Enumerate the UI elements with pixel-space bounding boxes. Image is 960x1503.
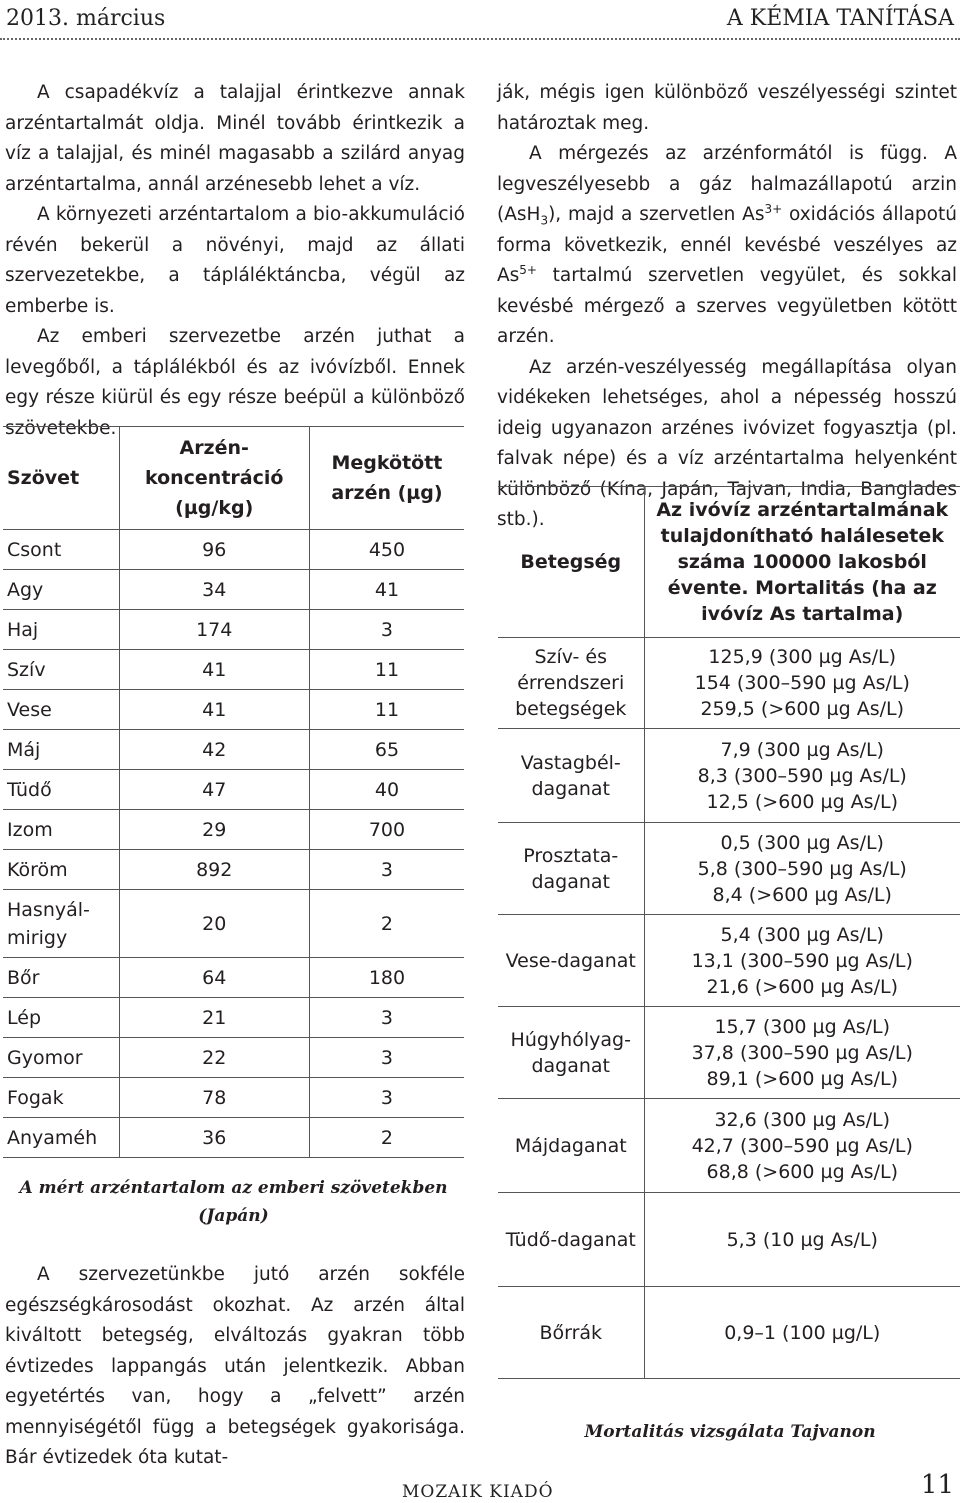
tissue-cell: Gyomor — [3, 1038, 119, 1078]
concentration-cell: 29 — [119, 810, 309, 850]
left-paragraph-2: A környezeti arzéntartalom a bio-akkumuláció révén bekerül a növényi, majd az állati szervezetekbe, a tápláléktáncba, végül az emberbe is. — [5, 204, 465, 317]
table1-caption: A mért arzéntartalom az emberi szövetekben (Japán) — [19, 1178, 448, 1226]
left-bottom-text — [5, 1260, 465, 1474]
disease-cell: Vese-daganat — [498, 915, 644, 1007]
table-row — [3, 610, 464, 650]
mortality-value: 5,8 (300–590 µg As/L) — [697, 857, 907, 880]
header-divider — [0, 38, 960, 40]
table-header-row — [3, 427, 464, 530]
mortality-header-row — [498, 487, 960, 638]
concentration-cell: 47 — [119, 770, 309, 810]
tissue-cell: Máj — [3, 730, 119, 770]
bound-cell: 65 — [309, 730, 464, 770]
bound-cell: 450 — [309, 530, 464, 570]
table-row — [3, 690, 464, 730]
concentration-cell: 20 — [119, 890, 309, 958]
mortality-value: 0,9–1 (100 µg/L) — [724, 1321, 881, 1344]
table-row — [3, 530, 464, 570]
concentration-cell: 22 — [119, 1038, 309, 1078]
mortality-table-body — [498, 638, 960, 1379]
concentration-cell: 34 — [119, 570, 309, 610]
tissue-cell: Fogak — [3, 1078, 119, 1118]
concentration-cell: 41 — [119, 650, 309, 690]
tissue-table-body — [3, 530, 464, 1158]
bound-cell: 3 — [309, 1078, 464, 1118]
header-concentration: Arzén- koncentráció (µg/kg) — [119, 427, 309, 530]
tissue-cell: Haj — [3, 610, 119, 650]
mortality-value: 0,5 (300 µg As/L) — [720, 831, 884, 854]
mortality-value: 7,9 (300 µg As/L) — [720, 738, 884, 761]
left-column — [5, 78, 465, 444]
mortality-table — [498, 486, 960, 1379]
mortality-value: 5,3 (10 µg As/L) — [726, 1228, 878, 1251]
table2-caption: Mortalitás vizsgálata Tajvanon — [584, 1422, 876, 1442]
concentration-cell: 41 — [119, 690, 309, 730]
table-row — [3, 770, 464, 810]
concentration-cell: 64 — [119, 958, 309, 998]
mortality-value: 8,4 (>600 µg As/L) — [712, 883, 892, 906]
mortality-cell — [644, 823, 960, 915]
table-row — [498, 1007, 960, 1099]
mortality-cell — [644, 1007, 960, 1099]
concentration-cell: 96 — [119, 530, 309, 570]
tissue-cell: Lép — [3, 998, 119, 1038]
table-row — [3, 810, 464, 850]
right-paragraph-2: A mérgezés az arzénformától is függ. A legveszélyesebb a gáz halmazállapotú arzin (AsH$_3$), majd a szervetlen $As^{3+}$ oxidációs állapotú forma következik, ennél kevésbé veszélyes az $As^{5+}$ tartalmú szervetlen vegyület, és sokkal kevésbé mérgező a szerves vegyületben kötött arzén. — [497, 143, 957, 347]
mortality-value: 154 (300–590 µg As/L) — [694, 672, 910, 694]
bound-cell: 700 — [309, 810, 464, 850]
concentration-cell: 42 — [119, 730, 309, 770]
right-paragraph-1: ják, mégis igen különböző veszélyességi szintet határoztak meg. — [497, 82, 957, 134]
mortality-cell — [644, 915, 960, 1007]
bound-cell: 11 — [309, 650, 464, 690]
left-paragraph-1: A csapadékvíz a talajjal érintkezve annak arzéntartalmát oldja. Minél tovább érintkezik a víz a talajjal, és minél magasabb a szilárd anyag arzéntartalma, annál arzénesebb lehet a víz. — [5, 82, 465, 195]
header-tissue: Szövet — [3, 427, 119, 530]
table-row — [498, 1193, 960, 1287]
bound-cell: 2 — [309, 890, 464, 958]
mortality-value: 259,5 (>600 µg As/L) — [700, 698, 905, 720]
table-row — [3, 730, 464, 770]
bound-cell: 11 — [309, 690, 464, 730]
issue-date: 2013. március — [6, 6, 166, 31]
mortality-value: 5,4 (300 µg As/L) — [720, 923, 884, 946]
table-row — [498, 915, 960, 1007]
concentration-cell: 78 — [119, 1078, 309, 1118]
mortality-cell — [644, 1287, 960, 1379]
table-row — [498, 1099, 960, 1193]
bound-cell: 40 — [309, 770, 464, 810]
tissue-cell: Vese — [3, 690, 119, 730]
tissue-cell: Hasnyál-mirigy — [3, 890, 119, 958]
mortality-value: 125,9 (300 µg As/L) — [708, 646, 897, 668]
table-row — [3, 958, 464, 998]
table-row — [3, 1078, 464, 1118]
disease-cell: Húgyhólyag-daganat — [498, 1007, 644, 1099]
tissue-cell: Bőr — [3, 958, 119, 998]
left-bottom-paragraph: A szervezetünkbe jutó arzén sokféle egészségkárosodást okozhat. Az arzén által kiváltott betegség, elváltozás gyakran több évtizedes lappangás után jelentkezik. Abban egyetértés van, hogy a „felvett” arzén mennyiségétől függ a betegségek gyakorisága. Bár évtizedek óta kutat- — [5, 1264, 465, 1468]
table-row — [3, 890, 464, 958]
tissue-cell: Anyaméh — [3, 1118, 119, 1158]
tissue-cell: Csont — [3, 530, 119, 570]
disease-cell: Vastagbél-daganat — [498, 729, 644, 823]
mortality-value: 68,8 (>600 µg As/L) — [706, 1160, 898, 1183]
concentration-cell: 36 — [119, 1118, 309, 1158]
header-disease: Betegség — [498, 487, 644, 638]
tissue-cell: Izom — [3, 810, 119, 850]
table-row — [3, 850, 464, 890]
bound-cell: 41 — [309, 570, 464, 610]
table-row — [3, 1038, 464, 1078]
table-row — [3, 998, 464, 1038]
table-row — [498, 729, 960, 823]
mortality-cell — [644, 729, 960, 823]
concentration-cell: 174 — [119, 610, 309, 650]
mortality-cell — [644, 1193, 960, 1287]
tissue-cell: Köröm — [3, 850, 119, 890]
table-row — [3, 1118, 464, 1158]
disease-cell: Bőrrák — [498, 1287, 644, 1379]
disease-cell: Májdaganat — [498, 1099, 644, 1193]
disease-cell: Tüdő-daganat — [498, 1193, 644, 1287]
right-column — [497, 78, 957, 536]
mortality-value: 15,7 (300 µg As/L) — [714, 1015, 891, 1038]
left-paragraph-3: Az emberi szervezetbe arzén juthat a levegőből, a táplálékból és az ivóvízből. Ennek egy része kiürül és egy része beépül a különböző szövetekbe. — [5, 326, 465, 439]
journal-title: A KÉMIA TANÍTÁSA — [726, 6, 954, 31]
publisher-name: MOZAIK KIADÓ — [402, 1482, 554, 1502]
mortality-value: 21,6 (>600 µg As/L) — [706, 975, 898, 998]
header-bound-arsenic: Megkötött arzén (µg) — [309, 427, 464, 530]
page-number: 11 — [920, 1470, 954, 1500]
concentration-cell: 21 — [119, 998, 309, 1038]
bound-cell: 3 — [309, 850, 464, 890]
mortality-value: 32,6 (300 µg As/L) — [714, 1108, 891, 1131]
tissue-cell: Agy — [3, 570, 119, 610]
mortality-cell — [644, 1099, 960, 1193]
disease-cell: Prosztata-daganat — [498, 823, 644, 915]
bound-cell: 180 — [309, 958, 464, 998]
bound-cell: 3 — [309, 610, 464, 650]
bound-cell: 3 — [309, 1038, 464, 1078]
disease-cell: Szív- és érrendszeri betegségek — [498, 638, 644, 729]
concentration-cell: 892 — [119, 850, 309, 890]
table-row — [498, 1287, 960, 1379]
table-row — [498, 638, 960, 729]
page-header — [0, 0, 960, 40]
table-row — [498, 823, 960, 915]
tissue-arsenic-table — [3, 426, 464, 1158]
mortality-value: 12,5 (>600 µg As/L) — [706, 790, 898, 813]
bound-cell: 2 — [309, 1118, 464, 1158]
mortality-value: 8,3 (300–590 µg As/L) — [697, 764, 907, 787]
mortality-value: 13,1 (300–590 µg As/L) — [691, 949, 913, 972]
tissue-cell: Szív — [3, 650, 119, 690]
table-row — [3, 650, 464, 690]
bound-cell: 3 — [309, 998, 464, 1038]
right-paragraph-3: Az arzén-veszélyesség megállapítása olyan vidékeken lehetséges, ahol a népesség hosszú ideig ugyanazon arzénes ivóvizet fogyasztja (pl. falvak népe) és a víz arzéntartalma helyenként különböző (Kína, Japán, Tajvan, India, Banglades stb.). — [497, 356, 957, 530]
mortality-cell — [644, 638, 960, 729]
tissue-cell: Tüdő — [3, 770, 119, 810]
header-mortality: Az ivóvíz arzéntartalmának tulajdonítható halálesetek száma 100000 lakosból évente. Mortalitás (ha az ivóvíz As tartalma) — [644, 487, 960, 638]
table-row — [3, 570, 464, 610]
mortality-value: 89,1 (>600 µg As/L) — [706, 1067, 898, 1090]
mortality-value: 37,8 (300–590 µg As/L) — [691, 1041, 913, 1064]
mortality-value: 42,7 (300–590 µg As/L) — [691, 1134, 913, 1157]
